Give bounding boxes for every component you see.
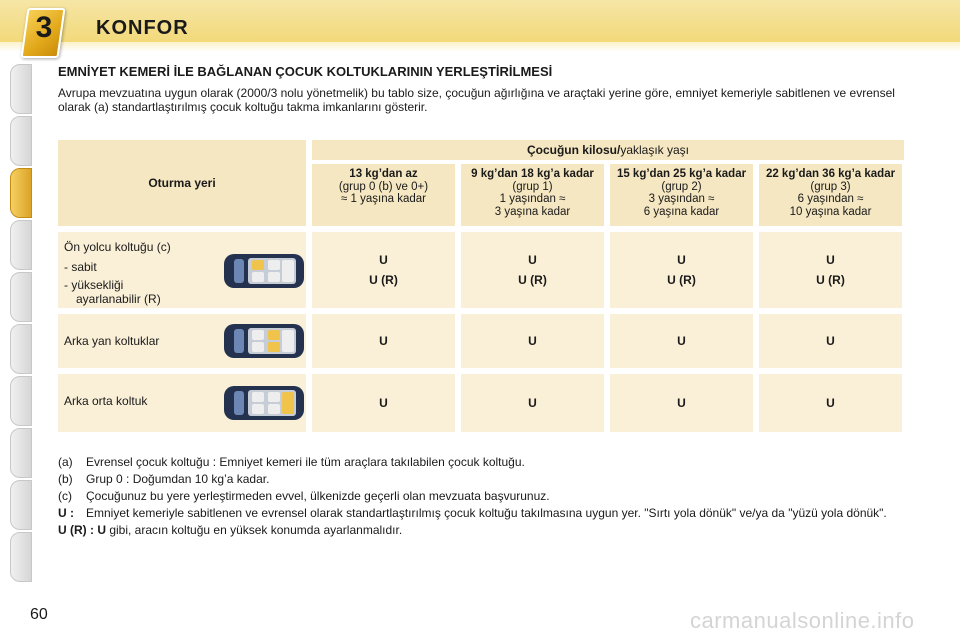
intro-paragraph: Avrupa mevzuatına uygun olarak (2000/3 nolu yönetmelik) bu tablo size, çocuğun ağırlığına ve araçtaki yerine göre, emniyet kemeriyle sabitlenen ve evrensel olarak (a) standartlaştırılmış çocuk koltuğu takma imkanlarını gösterir. [58, 86, 895, 114]
side-tab[interactable] [10, 532, 32, 582]
page-number: 60 [30, 606, 48, 623]
group-line: (grup 1) [512, 180, 553, 193]
footnote-text: gibi, aracın koltuğu en yüksek konumda ayarlanmalıdır. [106, 523, 403, 537]
cell-rear-side-group0 [312, 314, 455, 368]
u-value: U [826, 334, 835, 348]
chapter-title: KONFOR [96, 17, 189, 39]
cell-rear-side-group2 [610, 314, 753, 368]
chapter-number: 3 [35, 11, 53, 44]
footnotes [58, 455, 904, 539]
weight-header-bold: Çocuğun kilosu/ [526, 143, 621, 157]
side-tab[interactable] [10, 324, 32, 374]
group-line: (grup 0 (b) ve 0+) [338, 180, 429, 193]
header-band-fade [0, 42, 960, 52]
cell-front-group0 [312, 232, 455, 308]
group-line: ≈ 1 yaşına kadar [341, 193, 426, 205]
group-line: 1 yaşından ≈ [499, 193, 566, 205]
group-header-3 [759, 164, 902, 226]
group-title: 13 kg’dan az [349, 168, 418, 180]
u-value: U [528, 396, 537, 410]
child-seat-table [58, 140, 904, 432]
u-value: U [528, 253, 537, 267]
cell-rear-center-group3 [759, 374, 902, 432]
cell-rear-center-group0 [312, 374, 455, 432]
u-value: U (R) [369, 273, 398, 287]
section-title: EMNİYET KEMERİ İLE BAĞLANAN ÇOCUK KOLTUKLARININ YERLEŞTİRİLMESİ [58, 64, 553, 79]
u-value: U [379, 334, 388, 348]
footnote [58, 472, 904, 488]
u-value: U [677, 253, 686, 267]
cell-rear-center-group2 [610, 374, 753, 432]
footnote [58, 489, 904, 505]
footnote-key: U (R) : U [58, 523, 106, 537]
footnote [58, 455, 904, 471]
side-tab[interactable] [10, 428, 32, 478]
car-top-view-icon [222, 384, 306, 422]
footnote-text: Emniyet kemeriyle sabitlenen ve evrensel olarak standartlaştırılmış çocuk koltuğu takılmasına uygun yer. "Sırtı yola dönük" ve/ya da "yüzü yola dönük". [86, 506, 887, 520]
cell-rear-side-group3 [759, 314, 902, 368]
side-tab[interactable] [10, 480, 32, 530]
row-sub-label: - sabit [64, 260, 97, 274]
side-tab[interactable] [10, 220, 32, 270]
group-line: 3 yaşına kadar [494, 205, 571, 218]
footnote-ur [58, 523, 904, 539]
group-header-1 [461, 164, 604, 226]
cell-rear-center-group1 [461, 374, 604, 432]
weight-header-rest: yaklaşık yaşı [620, 143, 690, 157]
group-title: 9 kg’dan 18 kg’a kadar [471, 168, 594, 180]
side-tab[interactable] [10, 376, 32, 426]
u-value: U [826, 253, 835, 267]
row-label-text: Ön yolcu koltuğu (c) [64, 240, 171, 254]
u-value: U [677, 334, 686, 348]
cell-rear-side-group1 [461, 314, 604, 368]
u-value: U (R) [667, 273, 696, 287]
side-tab-active[interactable] [10, 168, 32, 218]
u-value: U [528, 334, 537, 348]
group-line: 6 yaşına kadar [643, 205, 720, 218]
cell-front-group1 [461, 232, 604, 308]
car-top-view-icon [222, 252, 306, 290]
footnote-text: Evrensel çocuk koltuğu : Emniyet kemeri ile tüm araçlara takılabilen çocuk koltuğu. [86, 455, 525, 469]
side-tab[interactable] [10, 272, 32, 322]
row-sub-label: - yüksekliği [64, 278, 124, 292]
cell-front-group2 [610, 232, 753, 308]
weight-header [312, 140, 904, 160]
u-value: U [379, 253, 388, 267]
group-header-0 [312, 164, 455, 226]
footnote-key: U : [58, 506, 74, 520]
row-sub-label: ayarlanabilir (R) [76, 292, 161, 306]
row-label-text: Arka orta koltuk [64, 394, 148, 408]
watermark: carmanualsonline.info [690, 608, 915, 633]
group-line: (grup 2) [661, 180, 702, 193]
group-line: 3 yaşından ≈ [648, 193, 715, 205]
group-line: (grup 3) [810, 180, 851, 193]
u-value: U [826, 396, 835, 410]
footnote [58, 506, 904, 522]
footnote-key: (a) [58, 455, 73, 469]
u-value: U [379, 396, 388, 410]
group-title: 15 kg’dan 25 kg’a kadar [616, 168, 747, 180]
side-tab[interactable] [10, 116, 32, 166]
cell-front-group3 [759, 232, 902, 308]
chapter-side-tabs [0, 64, 34, 584]
row-label-text: Arka yan koltuklar [64, 334, 160, 348]
footnote-text: Çocuğunuz bu yere yerleştirmeden evvel, ülkenizde geçerli olan mevzuata başvurunuz. [86, 489, 550, 503]
group-line: 6 yaşından ≈ [797, 193, 864, 205]
side-tab[interactable] [10, 64, 32, 114]
seat-column-header: Oturma yeri [58, 140, 306, 226]
car-top-view-icon [222, 322, 306, 360]
footnote-text: Grup 0 : Doğumdan 10 kg’a kadar. [86, 472, 270, 486]
group-title: 22 kg’dan 36 kg’a kadar [765, 168, 896, 180]
u-value: U (R) [816, 273, 845, 287]
footnote-key: (c) [58, 489, 72, 503]
u-value: U (R) [518, 273, 547, 287]
u-value: U [677, 396, 686, 410]
footnote-key: (b) [58, 472, 73, 486]
group-header-2 [610, 164, 753, 226]
group-line: 10 yaşına kadar [789, 205, 872, 218]
